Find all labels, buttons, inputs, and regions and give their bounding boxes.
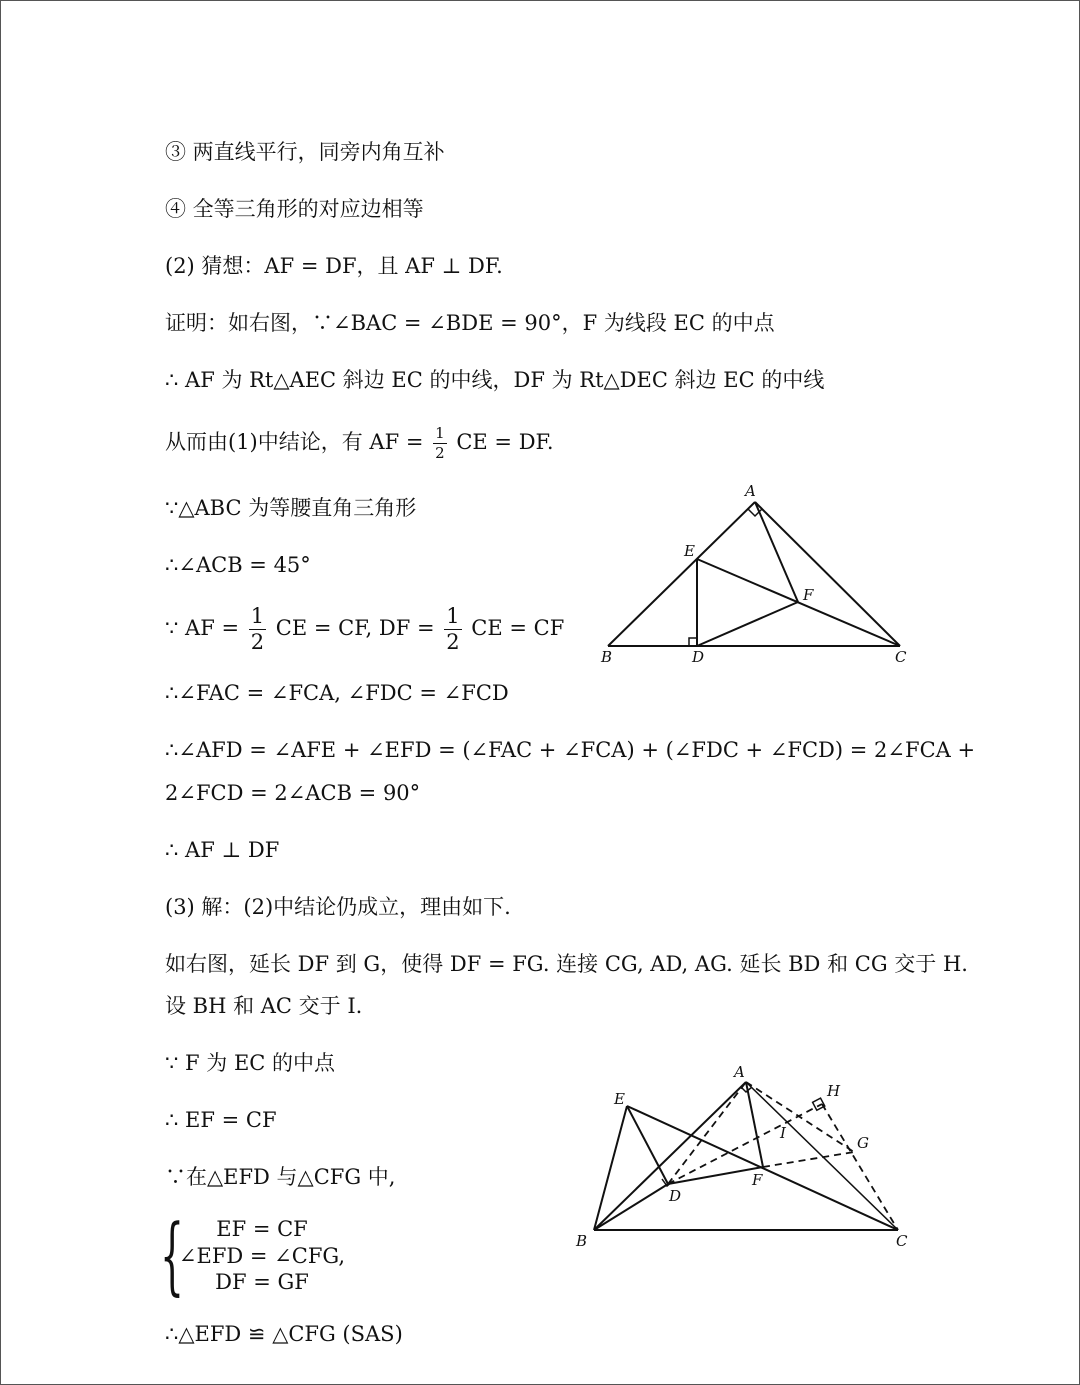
label-F: F xyxy=(803,586,814,604)
text-line-9 xyxy=(165,606,564,653)
text-line-18: ∴ EF = CF xyxy=(165,1108,277,1132)
text-line-5: ∴ AF 为 Rt△AEC 斜边 EC 的中线，DF 为 Rt△DEC 斜边 EC 的中线 xyxy=(165,368,825,392)
label-B: B xyxy=(601,648,613,666)
figure-1 xyxy=(595,480,925,675)
text-line-6 xyxy=(165,426,554,461)
fraction-numerator: 1 xyxy=(435,424,445,442)
text-line-9-b: CE = CF, DF = xyxy=(275,616,435,640)
text-line-19: ∵在△EFD 与△CFG 中, xyxy=(165,1165,396,1189)
text-line-12: 2∠FCD = 2∠ACB = 90° xyxy=(165,781,421,805)
text-line-6-pre: 从而由(1)中结论，有 AF = xyxy=(165,430,424,454)
fraction-numerator-1: 1 xyxy=(250,604,265,628)
label-C: C xyxy=(896,1232,908,1250)
right-angle-mark-D xyxy=(689,638,697,646)
segment-FG-dashed xyxy=(763,1152,854,1167)
system-row-3: DF = GF xyxy=(215,1270,309,1294)
text-line-16: 设 BH 和 AC 交于 I. xyxy=(165,994,363,1018)
label-H: H xyxy=(827,1082,841,1100)
text-line-17: ∵ F 为 EC 的中点 xyxy=(165,1051,336,1075)
segment-DH-dashed xyxy=(668,1104,822,1184)
label-E: E xyxy=(684,542,695,560)
system-row-2: ∠EFD = ∠CFG, xyxy=(178,1244,346,1268)
fraction-denominator-1: 2 xyxy=(250,630,265,654)
text-line-7: ∵△ABC 为等腰直角三角形 xyxy=(165,496,417,520)
label-D: D xyxy=(669,1187,682,1205)
segment-AF xyxy=(746,1082,763,1167)
text-line-20: ∴△EFD ≌ △CFG (SAS) xyxy=(165,1322,403,1346)
segment-DF xyxy=(697,602,798,646)
fraction-denominator: 2 xyxy=(435,444,445,462)
fraction-half-2 xyxy=(444,606,461,653)
segment-AC xyxy=(755,502,900,646)
fraction-half-1 xyxy=(249,606,266,653)
text-line-14: (3) 解：(2)中结论仍成立，理由如下. xyxy=(165,895,511,919)
text-line-2: ④ 全等三角形的对应边相等 xyxy=(165,197,424,221)
label-D: D xyxy=(692,648,705,666)
label-E: E xyxy=(614,1090,625,1108)
text-line-9-a: ∵ AF = xyxy=(165,616,240,640)
equation-system xyxy=(160,1206,360,1304)
segment-ED xyxy=(627,1106,668,1184)
figure-2 xyxy=(570,1060,920,1260)
label-C: C xyxy=(895,648,907,666)
fraction-denominator-2: 2 xyxy=(446,630,460,654)
text-line-9-c: CE = CF xyxy=(471,616,565,640)
fraction-numerator-2: 1 xyxy=(446,604,460,628)
segment-DF xyxy=(668,1167,763,1184)
label-A: A xyxy=(734,1063,745,1081)
fraction-half xyxy=(433,426,447,461)
text-line-13: ∴ AF ⊥ DF xyxy=(165,838,280,862)
text-line-11: ∴∠AFD = ∠AFE + ∠EFD = (∠FAC + ∠FCA) + (∠FDC + ∠FCD) = 2∠FCA + xyxy=(165,738,976,762)
text-line-4: 证明：如右图，∵∠BAC = ∠BDE = 90°，F 为线段 EC 的中点 xyxy=(165,311,775,335)
label-G: G xyxy=(857,1134,869,1152)
text-line-15: 如右图，延长 DF 到 G，使得 DF = FG. 连接 CG, AD, AG. 延长 BD 和 CG 交于 H. xyxy=(165,952,968,976)
label-B: B xyxy=(576,1232,588,1250)
label-A: A xyxy=(745,482,756,500)
text-line-3: (2) 猜想：AF = DF，且 AF ⊥ DF. xyxy=(165,254,503,278)
label-F: F xyxy=(752,1171,763,1189)
label-I: I xyxy=(780,1124,786,1142)
text-line-6-post: CE = DF. xyxy=(456,430,554,454)
text-line-10: ∴∠FAC = ∠FCA, ∠FDC = ∠FCD xyxy=(165,681,509,705)
system-row-1: EF = CF xyxy=(216,1217,308,1241)
segment-AD-dashed xyxy=(668,1082,746,1184)
text-line-8: ∴∠ACB = 45° xyxy=(165,553,311,577)
text-line-1: ③ 两直线平行，同旁内角互补 xyxy=(165,140,445,164)
right-angle-mark-H xyxy=(813,1098,825,1110)
left-brace: { xyxy=(160,1206,185,1304)
